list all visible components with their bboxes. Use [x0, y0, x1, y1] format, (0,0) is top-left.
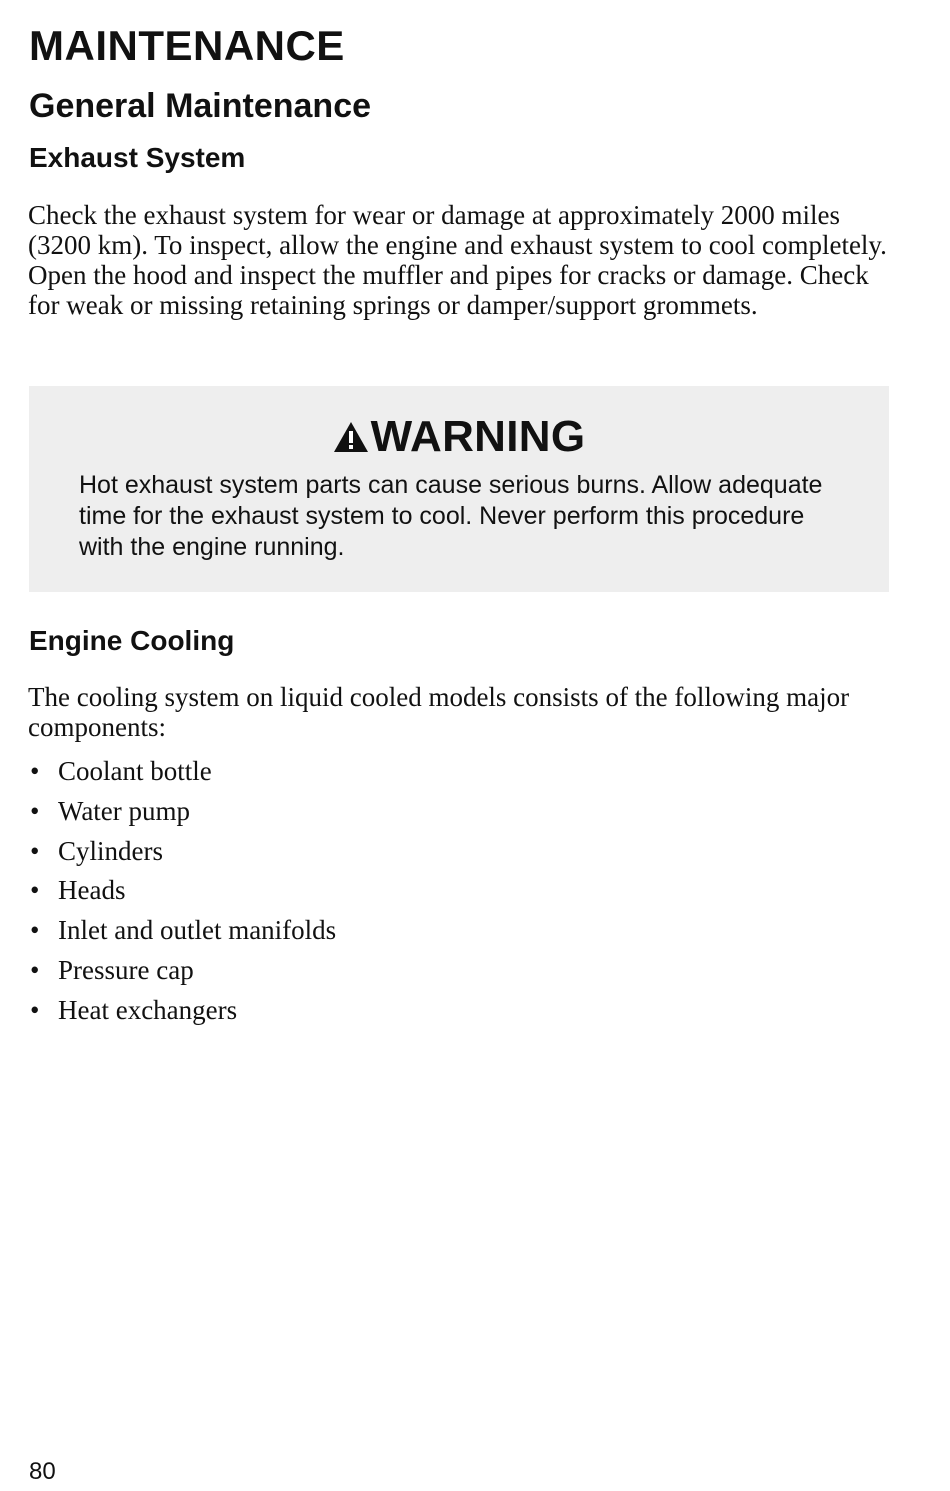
exhaust-system-paragraph: Check the exhaust system for wear or damage at approximately 2000 miles (3200 km). To inspect, allow the engine and exhaust system to cool completely. Open the hood and inspect the muffler and pipes for cracks or damage. Check for weak or missing retaining springs or damper/support grommets. [28, 200, 887, 320]
page-number: 80 [29, 1458, 56, 1485]
component-label: Cylinders [58, 835, 163, 866]
bullet: • [30, 835, 40, 866]
warning-title [29, 412, 889, 462]
component-label: Inlet and outlet manifolds [58, 915, 337, 946]
warning-box [29, 386, 889, 592]
warning-triangle-icon [333, 421, 369, 453]
exhaust-system-heading: Exhaust System [29, 142, 246, 173]
component-label: Heat exchangers [58, 994, 238, 1025]
warning-title-label: WARNING [370, 412, 586, 461]
bullet: • [30, 875, 40, 906]
list-item [28, 836, 336, 876]
warning-text: Hot exhaust system parts can cause serious burns. Allow adequate time for the exhaust system to cool. Never perform this procedure with the engine running. [79, 471, 823, 561]
section-subtitle: General Maintenance [29, 87, 372, 125]
bullet: • [30, 954, 40, 985]
component-label: Pressure cap [58, 954, 194, 985]
bullet: • [30, 795, 40, 826]
page-title: MAINTENANCE [29, 22, 345, 69]
component-label: Heads [58, 875, 126, 906]
cooling-components-list [28, 756, 336, 1035]
component-label: Water pump [58, 795, 191, 826]
list-item [28, 875, 336, 915]
bullet: • [30, 915, 40, 946]
engine-cooling-paragraph: The cooling system on liquid cooled models consists of the following major components: [28, 682, 850, 742]
list-item [28, 796, 336, 836]
bullet: • [30, 756, 40, 786]
component-label: Coolant bottle [58, 756, 212, 786]
list-item [28, 955, 336, 995]
list-item [28, 995, 336, 1035]
list-item [28, 756, 336, 796]
engine-cooling-heading: Engine Cooling [29, 625, 235, 656]
bullet: • [30, 994, 40, 1025]
list-item [28, 915, 336, 955]
